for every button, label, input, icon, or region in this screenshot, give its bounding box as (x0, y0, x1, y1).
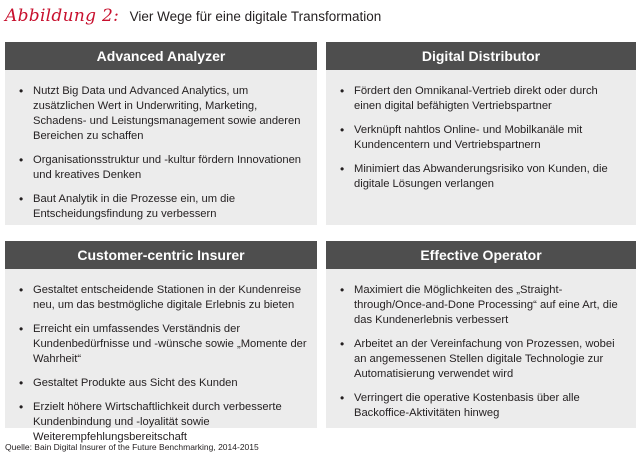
bullet-item: • Nutzt Big Data und Advanced Analytics, um zusätzlichen Wert in Underwriting, Marketing, Schadens- und Leistungsmanagement sowie anderen Bereichen zu schaffen (19, 84, 307, 144)
bullet-item: • Organisationsstruktur und -kultur fördern Innovationen und kreatives Denken (19, 153, 307, 183)
bullet-item: • Verknüpft nahtlos Online- und Mobilkanäle mit Kundencentern und Vertriebspartnern (340, 123, 626, 153)
panel-customer-centric-insurer (5, 241, 317, 443)
panel-title: Customer-centric Insurer (5, 241, 317, 269)
panel-effective-operator (326, 241, 636, 428)
bullet-item: • Gestaltet Produkte aus Sicht des Kunden (19, 376, 307, 391)
bullet-item: • Erreicht ein umfassendes Verständnis der Kundenbedürfnisse und -wünsche sowie „Momente der Wahrheit“ (19, 322, 307, 367)
bullet-item: • Verringert die operative Kostenbasis über alle Backoffice-Aktivitäten hinweg (340, 391, 626, 421)
bullet-item: • Gestaltet entscheidende Stationen in der Kundenreise neu, um das bestmögliche digitale Erlebnis zu bieten (19, 283, 307, 313)
panel-title: Effective Operator (326, 241, 636, 269)
bullet-item: • Baut Analytik in die Prozesse ein, um die Entscheidungsfindung zu verbessern (19, 192, 307, 222)
panel-digital-distributor (326, 42, 636, 225)
bullet-item: • Fördert den Omnikanal-Vertrieb direkt oder durch einen digital befähigten Vertriebspartner (340, 84, 626, 114)
panel-title: Advanced Analyzer (5, 42, 317, 70)
bullet-list (5, 269, 317, 445)
figure-title: Vier Wege für eine digitale Transformation (129, 9, 382, 24)
source-note: Quelle: Bain Digital Insurer of the Future Benchmarking, 2014-2015 (5, 442, 259, 452)
bullet-list (5, 70, 317, 222)
bullet-list (326, 269, 636, 421)
bullet-list (326, 70, 636, 192)
bullet-item: • Minimiert das Abwanderungsrisiko von Kunden, die digitale Lösungen verlangen (340, 162, 626, 192)
bullet-item: • Arbeitet an der Vereinfachung von Prozessen, wobei an angemessenen Stellen digitale Technologie zur Automatisierung verwendet wird (340, 337, 626, 382)
figure-header (5, 6, 381, 30)
panel-advanced-analyzer (5, 42, 317, 225)
bullet-item: • Erzielt höhere Wirtschaftlichkeit durch verbesserte Kundenbindung und -loyalität sowie Weiterempfehlungsbereitschaft (19, 400, 307, 445)
panel-title: Digital Distributor (326, 42, 636, 70)
figure-label: Abbildung 2: (5, 6, 120, 26)
bullet-item: • Maximiert die Möglichkeiten des „Straight-through/Once-and-Done Processing“ auf eine Art, die das Kundenerlebnis verbessert (340, 283, 626, 328)
